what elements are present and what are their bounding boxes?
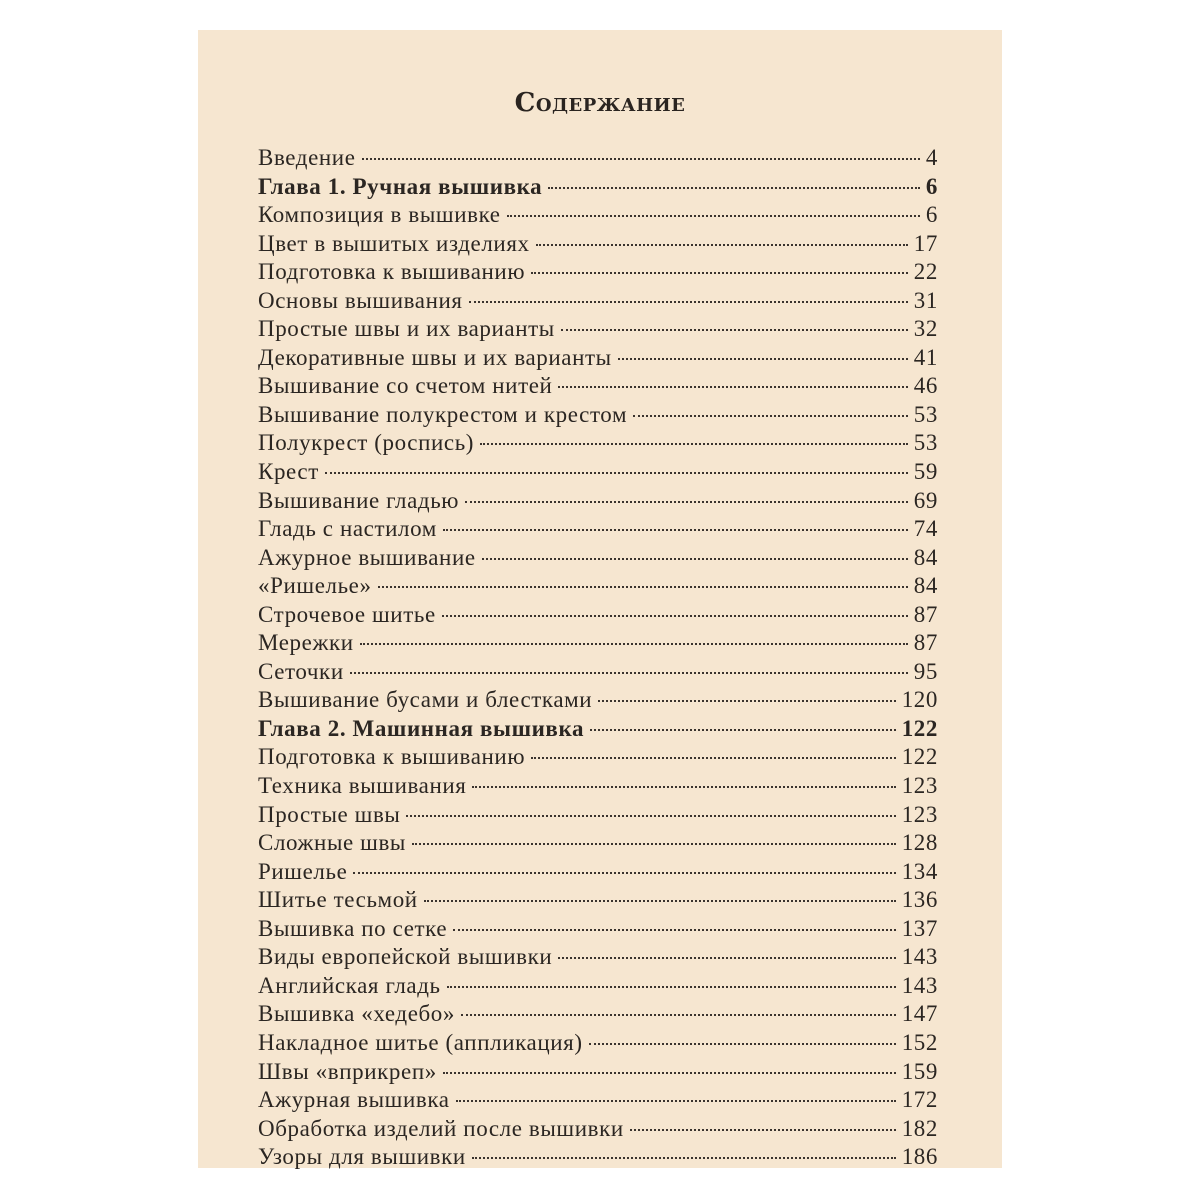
- toc-chapter-entry: [258, 716, 938, 745]
- toc-entry-page-number: 6: [925, 202, 938, 228]
- toc-entry-page-number: 87: [913, 630, 938, 656]
- toc-entry-page-number: 122: [901, 715, 938, 741]
- toc-entry-label: Английская гладь: [258, 972, 441, 998]
- toc-entry: [258, 288, 938, 317]
- toc-entry-label: Введение: [258, 145, 356, 170]
- toc-entry-label: Вышивание полукрестом и крестом: [258, 401, 628, 427]
- dot-leader: [353, 872, 895, 874]
- toc-entry-label: Вышивка по сетке: [258, 915, 448, 941]
- toc-entry-page-number: 182: [901, 1115, 938, 1141]
- toc-entry-page-number: 134: [901, 858, 938, 884]
- toc-entry-page-number: 95: [913, 658, 938, 684]
- toc-entry: [258, 316, 938, 345]
- toc-entry: [258, 545, 938, 574]
- toc-entry: [258, 1144, 938, 1173]
- toc-entry: [258, 231, 938, 260]
- toc-entry-page-number: 46: [913, 373, 938, 399]
- toc-entry-page-number: 136: [901, 887, 938, 913]
- toc-entry-label: Крест: [258, 459, 319, 485]
- toc-title: Содержание: [514, 88, 686, 118]
- toc-entry: [258, 1059, 938, 1088]
- toc-entry-page-number: 53: [913, 401, 938, 427]
- toc-entry-label: Цвет в вышитых изделиях: [258, 230, 530, 256]
- toc-entry: [258, 430, 938, 459]
- toc-entry-page-number: 4: [925, 145, 938, 170]
- dot-leader: [558, 386, 907, 388]
- toc-entry-page-number: 6: [925, 173, 938, 199]
- toc-entry-label: Гладь с настилом: [258, 516, 437, 542]
- dot-leader: [350, 672, 908, 674]
- toc-entry-page-number: 74: [913, 516, 938, 542]
- dot-leader: [461, 1014, 896, 1016]
- toc-entry-label: Строчевое шитье: [258, 601, 436, 627]
- toc-entry-label: Полукрест (роспись): [258, 430, 475, 456]
- toc-entry: [258, 944, 938, 973]
- toc-entry: [258, 659, 938, 688]
- toc-entry: [258, 516, 938, 545]
- toc-entry: [258, 887, 938, 916]
- dot-leader: [531, 757, 896, 759]
- toc-entry-label: Подготовка к вышиванию: [258, 744, 526, 770]
- toc-entry-label: Простые швы и их варианты: [258, 316, 555, 342]
- dot-leader: [325, 472, 908, 474]
- toc-entry-page-number: 69: [913, 487, 938, 513]
- toc-entry-page-number: 123: [901, 773, 938, 799]
- toc-entry: [258, 973, 938, 1002]
- toc-entry: [258, 744, 938, 773]
- book-page: [198, 30, 1002, 1168]
- toc-entry-label: Вышивание гладью: [258, 487, 460, 513]
- dot-leader: [531, 272, 908, 274]
- toc-entry-label: Композиция в вышивке: [258, 202, 501, 228]
- toc-entry: [258, 859, 938, 888]
- dot-leader: [558, 957, 895, 959]
- dot-leader: [548, 187, 920, 189]
- dot-leader: [456, 1100, 896, 1102]
- dot-leader: [469, 301, 908, 303]
- toc-entry-page-number: 41: [913, 344, 938, 370]
- toc-entry: [258, 1087, 938, 1116]
- toc-entry: [258, 459, 938, 488]
- toc-entry-label: Ажурная вышивка: [258, 1087, 450, 1113]
- toc-entry-page-number: 84: [913, 573, 938, 599]
- toc-entry: [258, 830, 938, 859]
- toc-entry: [258, 687, 938, 716]
- dot-leader: [406, 815, 895, 817]
- toc-entry-label: Вышивка «хедебо»: [258, 1001, 456, 1027]
- dot-leader: [480, 443, 908, 445]
- toc-entry-page-number: 172: [901, 1087, 938, 1113]
- toc-entry-page-number: 22: [913, 259, 938, 285]
- dot-leader: [442, 615, 908, 617]
- dot-leader: [630, 1129, 896, 1131]
- toc-entry-page-number: 152: [901, 1029, 938, 1055]
- toc-entry-label: Ришелье: [258, 858, 348, 884]
- toc-entry-label: Шитье тесьмой: [258, 887, 418, 913]
- toc-entry: [258, 202, 938, 231]
- toc-entry-page-number: 186: [901, 1144, 938, 1170]
- toc-entry-label: Декоративные швы и их варианты: [258, 344, 612, 370]
- toc-entry-label: Глава 1. Ручная вышивка: [258, 173, 543, 199]
- dot-leader: [598, 700, 895, 702]
- toc-entry-label: Сложные швы: [258, 830, 406, 856]
- toc-entry-label: Мережки: [258, 630, 354, 656]
- toc-entry-page-number: 122: [901, 744, 938, 770]
- dot-leader: [360, 643, 908, 645]
- dot-leader: [536, 244, 908, 246]
- toc-entry-label: Сеточки: [258, 658, 344, 684]
- toc-entry-page-number: 31: [913, 287, 938, 313]
- toc-entry: [258, 488, 938, 517]
- toc-entry-label: Основы вышивания: [258, 287, 463, 313]
- toc-entry-page-number: 159: [901, 1058, 938, 1084]
- toc-entry: [258, 402, 938, 431]
- toc-entry-label: Вышивание со счетом нитей: [258, 373, 553, 399]
- toc-entry-label: Техника вышивания: [258, 773, 467, 799]
- toc-entry-page-number: 87: [913, 601, 938, 627]
- toc-chapter-entry: [258, 174, 938, 203]
- toc-entry-page-number: 143: [901, 972, 938, 998]
- toc-list: [258, 145, 938, 1173]
- toc-entry-label: Подготовка к вышиванию: [258, 259, 526, 285]
- toc-entry-page-number: 147: [901, 1001, 938, 1027]
- toc-entry-page-number: 84: [913, 544, 938, 570]
- toc-entry: [258, 573, 938, 602]
- toc-entry-page-number: 123: [901, 801, 938, 827]
- toc-entry: [258, 630, 938, 659]
- toc-entry-label: Узоры для вышивки: [258, 1144, 466, 1170]
- dot-leader: [443, 529, 908, 531]
- dot-leader: [590, 729, 896, 731]
- dot-leader: [561, 329, 908, 331]
- dot-leader: [507, 215, 920, 217]
- dot-leader: [362, 158, 920, 160]
- toc-entry-page-number: 143: [901, 944, 938, 970]
- dot-leader: [453, 929, 896, 931]
- dot-leader: [472, 786, 895, 788]
- toc-entry-label: Обработка изделий после вышивки: [258, 1115, 624, 1141]
- toc-entry-label: Виды европейской вышивки: [258, 944, 553, 970]
- toc-entry-page-number: 32: [913, 316, 938, 342]
- toc-entry-page-number: 120: [901, 687, 938, 713]
- toc-entry: [258, 1030, 938, 1059]
- toc-entry-label: Простые швы: [258, 801, 401, 827]
- toc-entry: [258, 1116, 938, 1145]
- dot-leader: [618, 358, 908, 360]
- toc-entry-label: Глава 2. Машинная вышивка: [258, 715, 585, 741]
- toc-entry-label: Накладное шитье (аппликация): [258, 1029, 583, 1055]
- dot-leader: [447, 986, 896, 988]
- dot-leader: [633, 415, 908, 417]
- toc-entry-page-number: 59: [913, 459, 938, 485]
- toc-entry: [258, 773, 938, 802]
- toc-entry-page-number: 53: [913, 430, 938, 456]
- dot-leader: [465, 501, 908, 503]
- toc-entry-label: Ажурное вышивание: [258, 544, 476, 570]
- toc-entry-label: Швы «вприкреп»: [258, 1058, 437, 1084]
- toc-entry-label: Вышивание бусами и блестками: [258, 687, 593, 713]
- toc-entry-page-number: 128: [901, 830, 938, 856]
- toc-entry: [258, 345, 938, 374]
- toc-entry-page-number: 137: [901, 915, 938, 941]
- dot-leader: [424, 900, 896, 902]
- dot-leader: [482, 558, 908, 560]
- toc-entry: [258, 802, 938, 831]
- dot-leader: [472, 1157, 896, 1159]
- toc-entry: [258, 916, 938, 945]
- toc-entry-page-number: 17: [913, 230, 938, 256]
- dot-leader: [378, 586, 908, 588]
- dot-leader: [443, 1072, 896, 1074]
- toc-entry-label: «Ришелье»: [258, 573, 372, 599]
- toc-entry: [258, 1001, 938, 1030]
- dot-leader: [412, 843, 896, 845]
- dot-leader: [589, 1043, 896, 1045]
- toc-entry: [258, 145, 938, 174]
- toc-entry: [258, 259, 938, 288]
- toc-entry: [258, 602, 938, 631]
- toc-entry: [258, 373, 938, 402]
